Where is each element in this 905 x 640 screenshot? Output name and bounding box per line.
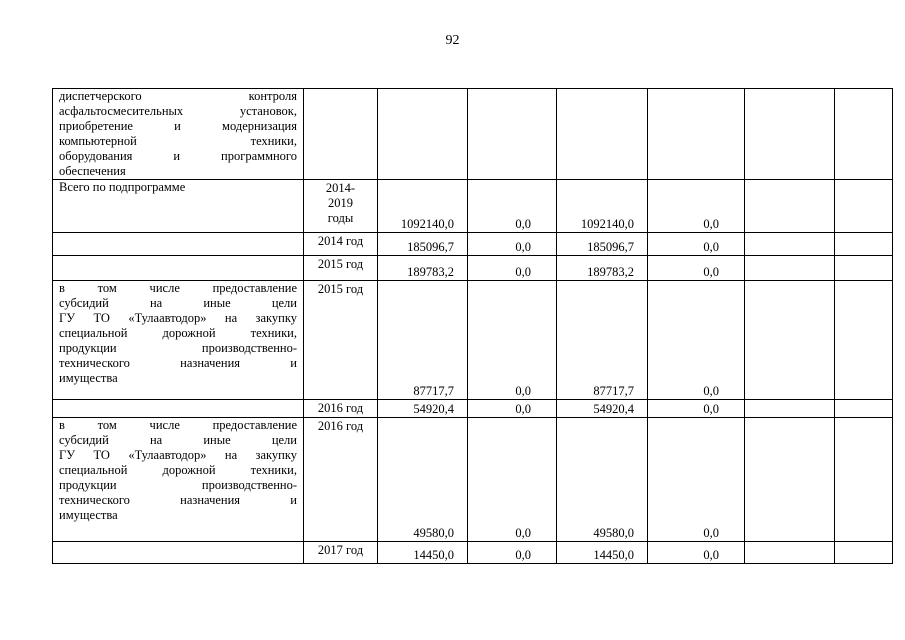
description-line: обеспечения xyxy=(59,164,126,178)
period-line: 2014 год xyxy=(317,234,364,248)
value-cell: 54920,4 xyxy=(378,400,468,418)
row-period xyxy=(304,281,378,400)
table-row xyxy=(53,281,893,400)
value-cell: 54920,4 xyxy=(557,400,648,418)
description-line: ГУ ТО «Тулаавтодор» на закупку xyxy=(59,311,297,325)
value-cell xyxy=(745,89,835,180)
description-line: специальной дорожной техники, xyxy=(59,326,297,340)
row-period xyxy=(304,233,378,256)
description-line: имущества xyxy=(59,508,118,522)
description-line: ГУ ТО «Тулаавтодор» на закупку xyxy=(59,448,297,462)
value-cell xyxy=(745,400,835,418)
value-cell: 0,0 xyxy=(468,281,557,400)
value-cell: 49580,0 xyxy=(557,418,648,542)
table-row xyxy=(53,180,893,233)
row-description xyxy=(53,542,304,564)
row-description xyxy=(53,400,304,418)
value-cell xyxy=(745,281,835,400)
value-cell xyxy=(835,542,893,564)
description-line: в том числе предоставление xyxy=(59,281,297,295)
description-line: субсидий на иные цели xyxy=(59,296,297,310)
description-line: специальной дорожной техники, xyxy=(59,463,297,477)
value-cell xyxy=(835,256,893,281)
period-line: 2014- xyxy=(325,181,356,195)
row-description xyxy=(53,89,304,180)
table-row xyxy=(53,542,893,564)
period-line: 2015 год xyxy=(317,282,364,296)
description-line: технического назначения и xyxy=(59,493,297,507)
value-cell: 0,0 xyxy=(648,400,745,418)
row-period xyxy=(304,400,378,418)
budget-table xyxy=(52,88,893,564)
description-line: продукции производственно- xyxy=(59,478,297,492)
row-period xyxy=(304,89,378,180)
value-cell: 0,0 xyxy=(648,418,745,542)
value-cell: 87717,7 xyxy=(557,281,648,400)
description-line: приобретение и модернизация xyxy=(59,119,297,133)
description-line: технического назначения и xyxy=(59,356,297,370)
value-cell: 0,0 xyxy=(468,418,557,542)
table-row xyxy=(53,418,893,542)
value-cell: 189783,2 xyxy=(557,256,648,281)
description-line: в том числе предоставление xyxy=(59,418,297,432)
description-line: асфальтосмесительных установок, xyxy=(59,104,297,118)
value-cell: 14450,0 xyxy=(378,542,468,564)
value-cell xyxy=(835,400,893,418)
table-row xyxy=(53,233,893,256)
description-line: субсидий на иные цели xyxy=(59,433,297,447)
description-line: Всего по подпрограмме xyxy=(59,180,186,194)
description-line: оборудования и программного xyxy=(59,149,297,163)
value-cell: 1092140,0 xyxy=(378,180,468,233)
value-cell xyxy=(745,418,835,542)
value-cell: 0,0 xyxy=(648,180,745,233)
table-row xyxy=(53,400,893,418)
value-cell: 14450,0 xyxy=(557,542,648,564)
description-line: продукции производственно- xyxy=(59,341,297,355)
value-cell: 0,0 xyxy=(648,233,745,256)
value-cell xyxy=(557,89,648,180)
value-cell: 1092140,0 xyxy=(557,180,648,233)
row-description xyxy=(53,256,304,281)
value-cell: 87717,7 xyxy=(378,281,468,400)
value-cell: 0,0 xyxy=(468,400,557,418)
period-line: 2017 год xyxy=(317,543,364,557)
value-cell xyxy=(835,89,893,180)
value-cell: 185096,7 xyxy=(557,233,648,256)
row-description xyxy=(53,418,304,542)
value-cell: 0,0 xyxy=(648,256,745,281)
description-line: имущества xyxy=(59,371,118,385)
value-cell: 0,0 xyxy=(468,542,557,564)
value-cell xyxy=(745,542,835,564)
value-cell: 185096,7 xyxy=(378,233,468,256)
value-cell: 49580,0 xyxy=(378,418,468,542)
row-period xyxy=(304,256,378,281)
period-line: 2016 год xyxy=(317,401,364,415)
value-cell: 0,0 xyxy=(468,233,557,256)
value-cell xyxy=(745,256,835,281)
value-cell: 0,0 xyxy=(648,542,745,564)
row-description xyxy=(53,180,304,233)
value-cell xyxy=(835,281,893,400)
value-cell xyxy=(835,233,893,256)
period-line: годы xyxy=(327,211,354,225)
row-period xyxy=(304,418,378,542)
row-period xyxy=(304,180,378,233)
page-number: 92 xyxy=(445,33,460,48)
value-cell xyxy=(745,180,835,233)
value-cell xyxy=(468,89,557,180)
value-cell xyxy=(835,180,893,233)
value-cell: 0,0 xyxy=(468,180,557,233)
value-cell: 0,0 xyxy=(468,256,557,281)
table-row xyxy=(53,89,893,180)
value-cell xyxy=(745,233,835,256)
value-cell: 189783,2 xyxy=(378,256,468,281)
value-cell: 0,0 xyxy=(648,281,745,400)
period-line: 2019 xyxy=(328,196,353,210)
row-period xyxy=(304,542,378,564)
value-cell xyxy=(835,418,893,542)
description-line: диспетчерского контроля xyxy=(59,89,297,103)
table-row xyxy=(53,256,893,281)
period-line: 2016 год xyxy=(317,419,364,433)
description-line: компьютерной техники, xyxy=(59,134,297,148)
row-description xyxy=(53,233,304,256)
period-line: 2015 год xyxy=(317,257,364,271)
value-cell xyxy=(648,89,745,180)
value-cell xyxy=(378,89,468,180)
row-description xyxy=(53,281,304,400)
